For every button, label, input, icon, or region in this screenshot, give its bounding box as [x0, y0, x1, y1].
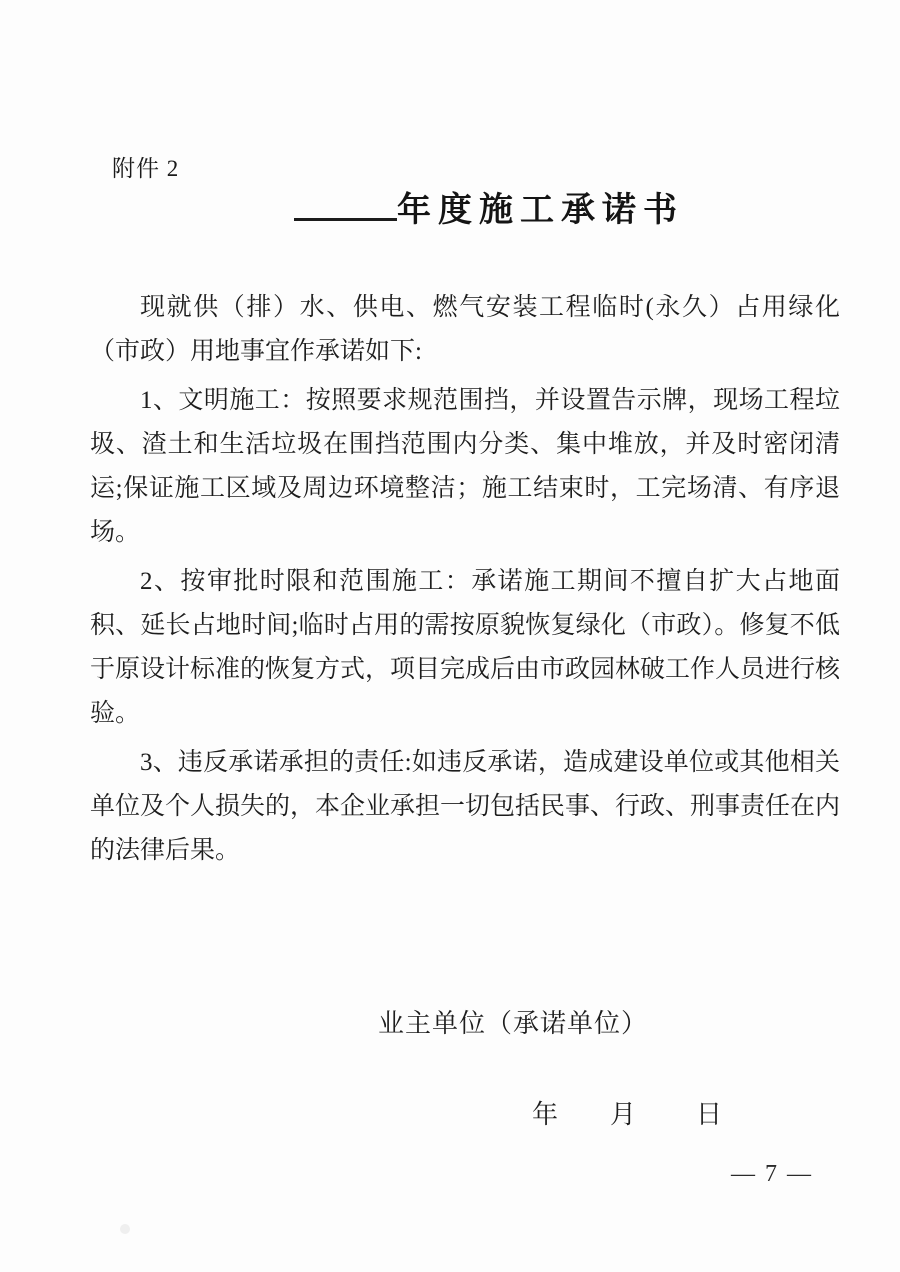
paragraph-clause-3: 3、违反承诺承担的责任:如违反承诺，造成建设单位或其他相关单位及个人损失的，本企业承担一切包括民事、行政、刑事责任在内的法律后果。 — [90, 749, 841, 864]
paragraph-intro: 现就供（排）水、供电、燃气安装工程临时(永久）占用绿化（市政）用地事宜作承诺如下: — [90, 294, 840, 365]
attachment-label: 附件 2 — [112, 156, 180, 181]
document-body — [90, 286, 840, 873]
scan-smudge — [120, 1224, 130, 1234]
date-day-label: 日 — [696, 1100, 723, 1129]
date-month-label: 月 — [610, 1100, 637, 1129]
title-blank-underline — [294, 218, 397, 221]
document-title — [294, 190, 684, 238]
date-year-label: 年 — [532, 1100, 559, 1129]
date-line — [532, 1094, 722, 1131]
title-text: 年度施工承诺书 — [397, 192, 684, 229]
page-number: — 7 — — [731, 1161, 813, 1187]
paragraph-clause-1: 1、文明施工：按照要求规范围挡，并设置告示牌，现场工程垃圾、渣土和生活垃圾在围挡范围内分类、集中堆放，并及时密闭清运;保证施工区域及周边环境整洁；施工结束时，工完场清、有序退场。 — [90, 387, 840, 546]
signature-label: 业主单位（承诺单位） — [378, 1009, 649, 1038]
paragraph-clause-2: 2、按审批时限和范围施工：承诺施工期间不擅自扩大占地面积、延长占地时间;临时占用的需按原貌恢复绿化（市政）。修复不低于原设计标准的恢复方式，项目完成后由市政园林破工作人员进行核验。 — [90, 568, 841, 727]
